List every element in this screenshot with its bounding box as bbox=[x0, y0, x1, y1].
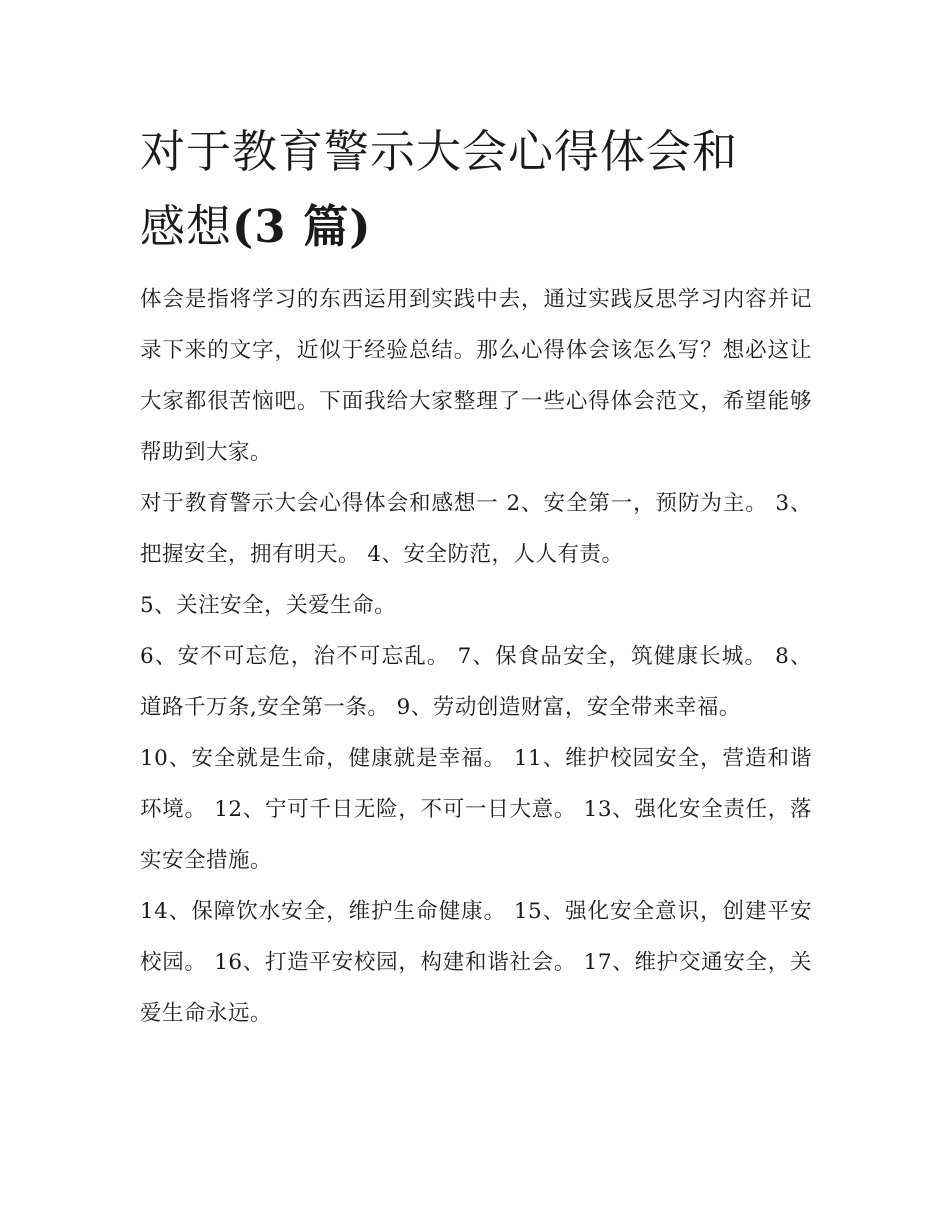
body-paragraph: 14、保障饮水安全，维护生命健康。 15、强化安全意识，创建平安校园。 16、打造平安校园，构建和谐社会。 17、维护交通安全，关爱生命永远。 bbox=[140, 899, 812, 1026]
page-title bbox=[140, 114, 812, 264]
body-paragraph: 10、安全就是生命，健康就是幸福。 11、维护校园安全，营造和谐环境。 12、宁可千日无险，不可一日大意。 13、强化安全责任，落实安全措施。 bbox=[140, 746, 812, 873]
title-line-1: 对于教育警示大会心得体会和 bbox=[140, 125, 739, 178]
document-page bbox=[140, 114, 812, 1039]
title-line-2-count: (3 篇) bbox=[232, 200, 372, 253]
intro-paragraph: 体会是指将学习的东西运用到实践中去，通过实践反思学习内容并记录下来的文字，近似于经验总结。那么心得体会该怎么写？想必这让大家都很苦恼吧。下面我给大家整理了一些心得体会范文，希望能够帮助到大家。 bbox=[140, 287, 812, 465]
body-paragraph: 5、关注安全，关爱生命。 bbox=[140, 593, 397, 618]
title-line-2-prefix: 感想 bbox=[140, 200, 233, 253]
body-paragraph: 对于教育警示大会心得体会和感想一 2、安全第一，预防为主。 3、把握安全，拥有明天。 4、安全防范，人人有责。 bbox=[140, 491, 812, 567]
body-paragraph: 6、安不可忘危，治不可忘乱。 7、保食品安全，筑健康长城。 8、道路千万条,安全第一条。 9、劳动创造财富，安全带来幸福。 bbox=[140, 644, 812, 720]
